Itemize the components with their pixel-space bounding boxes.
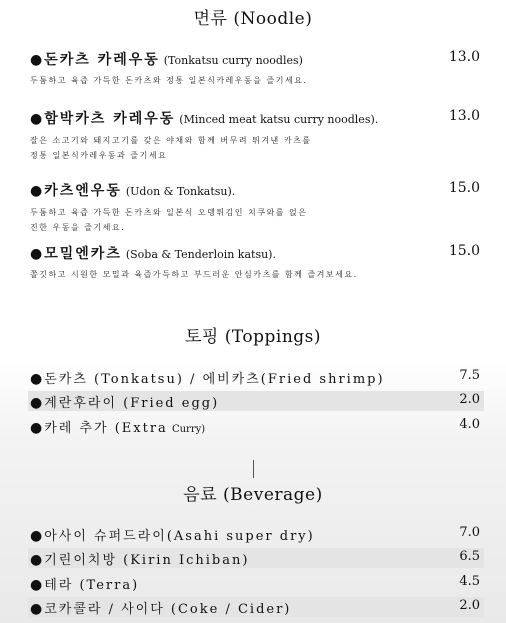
bullet-icon: ● <box>30 395 43 411</box>
item-name-kr: 함박카츠 카레우동 <box>44 111 176 127</box>
menu-item-tonkatsu-curry-udon <box>30 49 482 71</box>
beverage-section-title: 음료 (Beverage) <box>183 485 323 505</box>
description-line: 잘은 소고기와 돼지고기를 갖은 야채와 함께 버무려 튀겨낸 카츠를 <box>30 136 312 145</box>
beverage-label: 기린이치방 (Kirin Ichiban) <box>44 553 250 568</box>
description-line: 정통 일본식카레우동과 즐기세요 <box>30 151 168 160</box>
topping-price: 4.0 <box>459 417 480 432</box>
item-name-en: (Soba & Tenderloin katsu). <box>125 248 276 261</box>
item-description <box>30 73 470 88</box>
bullet-icon: ● <box>30 52 43 68</box>
item-description <box>30 133 470 163</box>
beverage-label: 코카콜라 / 사이다 (Coke / Cider) <box>44 602 292 617</box>
bullet-icon: ● <box>30 420 43 436</box>
bullet-icon: ● <box>30 601 43 617</box>
toppings-section-title: 토핑 (Toppings) <box>184 327 322 347</box>
bullet-icon: ● <box>30 552 43 568</box>
description-line: 쫄깃하고 시원한 모밀과 육즙가득하고 부드러운 안심카츠를 함께 즐겨보세요. <box>30 270 358 279</box>
topping-label: 돈카츠 (Tonkatsu) / 에비카츠(Fried shrimp) <box>44 372 385 387</box>
item-price: 13.0 <box>448 108 480 124</box>
menu-item-soba-n-katsu <box>30 243 482 265</box>
topping-row <box>28 367 484 387</box>
beverage-price: 6.5 <box>459 549 480 564</box>
item-name-en: (Minced meat katsu curry noodles). <box>179 113 379 126</box>
bullet-icon: ● <box>30 111 43 127</box>
beverage-price: 4.5 <box>459 574 480 589</box>
description-line: 진한 우동을 즐기세요. <box>30 223 126 232</box>
topping-label: 계란후라이 (Fried egg) <box>44 396 220 411</box>
beverage-price: 2.0 <box>459 598 480 613</box>
item-name-en: (Udon & Tonkatsu). <box>125 185 236 198</box>
item-price: 15.0 <box>448 180 480 196</box>
bullet-icon: ● <box>30 183 43 199</box>
item-price: 13.0 <box>448 49 480 65</box>
beverage-row <box>28 524 484 544</box>
bullet-icon: ● <box>30 371 43 387</box>
beverage-price: 7.0 <box>459 525 480 540</box>
item-price: 15.0 <box>448 243 480 259</box>
bullet-icon: ● <box>30 246 43 262</box>
topping-row <box>28 391 484 411</box>
beverage-label: 테라 (Terra) <box>44 578 140 593</box>
bullet-icon: ● <box>30 528 43 544</box>
item-description <box>30 205 470 235</box>
description-line: 두툼하고 육즙 가득한 돈카츠와 일본식 오뎅튀김인 치쿠와를 얹은 <box>30 208 308 217</box>
topping-label: 카레 추가 (Extra <box>44 421 168 436</box>
item-name-kr: 카츠엔우동 <box>44 183 122 199</box>
beverage-row <box>28 573 484 593</box>
beverage-row <box>28 597 484 617</box>
beverage-row <box>28 548 484 568</box>
description-line: 두툼하고 육즙 가득한 돈카츠와 정통 일본식카레우동을 즐기세요. <box>30 76 308 85</box>
bullet-icon: ● <box>30 577 43 593</box>
beverage-label: 아사이 슈퍼드라이(Asahi super dry) <box>44 529 315 544</box>
item-description <box>30 267 470 282</box>
divider-line <box>253 460 254 478</box>
menu-item-hambak-katsu-curry-udon <box>30 108 482 130</box>
topping-price: 7.5 <box>459 368 480 383</box>
topping-price: 2.0 <box>459 392 480 407</box>
item-name-en: (Tonkatsu curry noodles) <box>163 54 303 67</box>
item-name-kr: 모밀엔카츠 <box>44 246 122 262</box>
noodle-section-title: 면류 (Noodle) <box>193 9 313 29</box>
topping-row <box>28 416 484 436</box>
item-name-kr: 돈카츠 카레우동 <box>44 52 160 68</box>
menu-item-katsu-n-udon <box>30 180 482 202</box>
topping-label-small: Curry) <box>171 424 206 435</box>
